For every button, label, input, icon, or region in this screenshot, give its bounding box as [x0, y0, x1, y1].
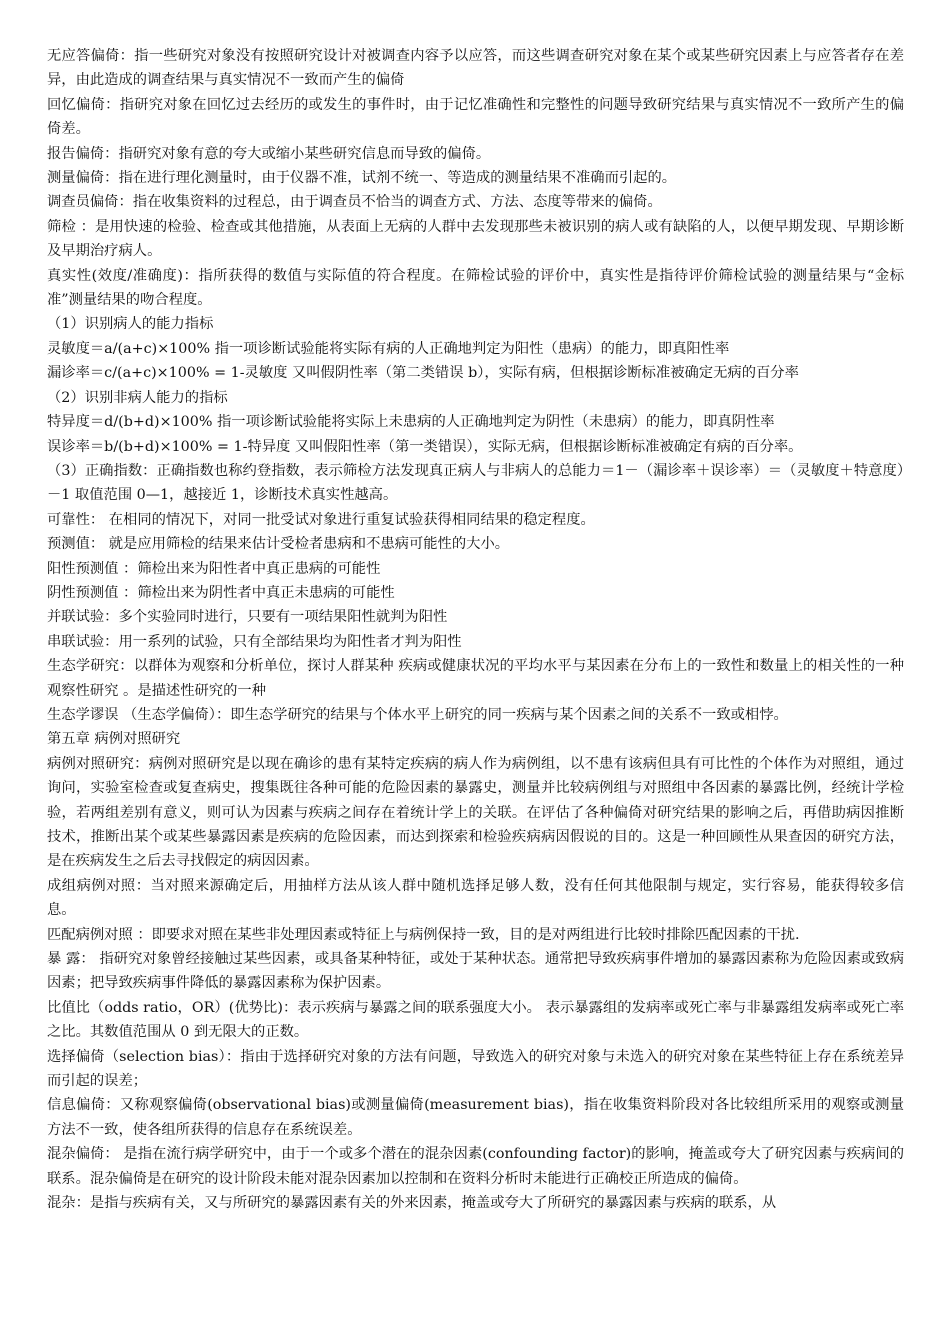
paragraph: 并联试验：多个实验同时进行，只要有一项结果阳性就判为阳性	[47, 609, 448, 626]
paragraph: 阳性预测值 ：筛检出来为阳性者中真正患病的可能性	[47, 560, 381, 577]
paragraph: 病例对照研究：病例对照研究是以现在确诊的患有某特定疾病的病人作为病例组，以不患有该病但具有可比性的个体作为对照组，通过询问，实验室检查或复查病史，搜集既往各种可能的危险因素的暴露史，测量并比较病例组与对照组中各因素的暴露比例，经统计学检验，若两组差别有意义，则可认为因素与疾病之间存在着统计学上的关联。在评估了各种偏倚对研究结果的影响之后，再借助病因推断技术，推断出某个或某些暴露因素是疾病的危险因素，而达到探索和检验疾病病因假说的目的。这是一种回顾性从果查因的研究方法，是在疾病发生之后去寻找假定的病因因素。	[47, 755, 904, 870]
subheading: （2）识别非病人能力的指标	[47, 389, 228, 406]
paragraph: 无应答偏倚：指一些研究对象没有按照研究设计对被调查内容予以应答，而这些调查研究对象在某个或某些研究因素上与应答者存在差异，由此造成的调查结果与真实情况不一致而产生的偏倚	[47, 48, 904, 89]
paragraph: 阴性预测值 ：筛检出来为阴性者中真正未患病的可能性	[47, 584, 395, 601]
paragraph: 串联试验：用一系列的试验，只有全部结果均为阳性者才判为阳性	[47, 633, 462, 650]
paragraph: 特异度＝d/(b+d)×100% 指一项诊断试验能将实际上未患病的人正确地判定为阴性（未患病）的能力，即真阴性率	[47, 414, 775, 431]
paragraph: 暴 露： 指研究对象曾经接触过某些因素，或具备某种特征，或处于某种状态。通常把导致疾病事件增加的暴露因素称为危险因素或致病因素；把导致疾病事件降低的暴露因素称为保护因素。	[47, 951, 904, 992]
paragraph: 生态学研究：以群体为观察和分析单位，探讨人群某种 疾病或健康状况的平均水平与某因素在分布上的一致性和数量上的相关性的一种观察性研究 。是描述性研究的一种	[47, 658, 904, 699]
paragraph: （3）正确指数：正确指数也称约登指数，表示筛检方法发现真正病人与非病人的总能力＝1－（漏诊率＋误诊率）＝（灵敏度＋特意度）－1 取值范围 0—1，越接近 1，诊断技术真实性越高。	[47, 462, 904, 504]
paragraph: 生态学谬误 （生态学偏倚）：即生态学研究的结果与个体水平上研究的同一疾病与某个因素之间的关系不一致或相悖。	[47, 706, 788, 723]
paragraph: 混杂偏倚： 是指在流行病学研究中，由于一个或多个潜在的混杂因素(confounding factor)的影响，掩盖或夸大了研究因素与疾病间的联系。混杂偏倚是在研究的设计阶段未能对混杂因素加以控制和在资料分析时未能进行正确校正所造成的偏倚。	[47, 1146, 904, 1187]
paragraph: 灵敏度＝a/(a+c)×100% 指一项诊断试验能将实际有病的人正确地判定为阳性（患病）的能力，即真阳性率	[47, 340, 730, 357]
paragraph: 混杂：是指与疾病有关，又与所研究的暴露因素有关的外来因素，掩盖或夸大了所研究的暴露因素与疾病的联系，从	[47, 1195, 777, 1212]
chapter-heading: 第五章 病例对照研究	[47, 731, 181, 748]
paragraph: 预测值： 就是应用筛检的结果来估计受检者患病和不患病可能性的大小。	[47, 536, 510, 553]
paragraph: 可靠性： 在相同的情况下，对同一批受试对象进行重复试验获得相同结果的稳定程度。	[47, 511, 595, 528]
paragraph: 报告偏倚：指研究对象有意的夸大或缩小某些研究信息而导致的偏倚。	[47, 145, 491, 162]
paragraph: 匹配病例对照 ：即要求对照在某些非处理因素或特征上与病例保持一致，目的是对两组进行比较时排除匹配因素的干扰.	[47, 926, 800, 943]
paragraph: 测量偏倚：指在进行理化测量时，由于仪器不准，试剂不统一、等造成的测量结果不准确而引起的。	[47, 170, 677, 187]
paragraph: 比值比（odds ratio，OR）(优势比)：表示疾病与暴露之间的联系强度大小。 表示暴露组的发病率或死亡率与非暴露组发病率或死亡率之比。其数值范围从 0 到无限大的正数。	[47, 999, 904, 1041]
paragraph: 筛检 ：是用快速的检验、检查或其他措施，从表面上无病的人群中去发现那些未被识别的病人或有缺陷的人，以便早期发现、早期诊断及早期治疗病人。	[47, 218, 904, 260]
paragraph: 调查员偏倚：指在收集资料的过程总，由于调查员不恰当的调查方式、方法、态度等带来的偏倚。	[47, 194, 662, 211]
paragraph: 误诊率＝b/(b+d)×100% = 1-特异度 又叫假阳性率（第一类错误），实际无病，但根据诊断标准被确定有病的百分率。	[47, 438, 803, 455]
paragraph: 回忆偏倚：指研究对象在回忆过去经历的或发生的事件时，由于记忆准确性和完整性的问题导致研究结果与真实情况不一致所产生的偏倚差。	[47, 96, 904, 138]
paragraph: 成组病例对照：当对照来源确定后，用抽样方法从该人群中随机选择足够人数，没有任何其他限制与规定，实行容易，能获得较多信息。	[47, 877, 904, 919]
paragraph: 信息偏倚：又称观察偏倚(observational bias)或测量偏倚(measurement bias)，指在收集资料阶段对各比较组所采用的观察或测量方法不一致，使各组所获得的信息存在系统误差。	[47, 1097, 904, 1138]
paragraph: 选择偏倚（selection bias）：指由于选择研究对象的方法有问题，导致选入的研究对象与未选入的研究对象在某些特征上存在系统差异而引起的误差；	[47, 1048, 904, 1090]
subheading: （1）识别病人的能力指标	[47, 316, 214, 333]
paragraph: 漏诊率＝c/(a+c)×100% = 1-灵敏度 又叫假阴性率（第二类错误 b），实际有病，但根据诊断标准被确定无病的百分率	[47, 365, 799, 382]
paragraph: 真实性(效度/准确度)：指所获得的数值与实际值的符合程度。在筛检试验的评价中，真实性是指待评价筛检试验的测量结果与“金标准”测量结果的吻合程度。	[47, 267, 904, 309]
